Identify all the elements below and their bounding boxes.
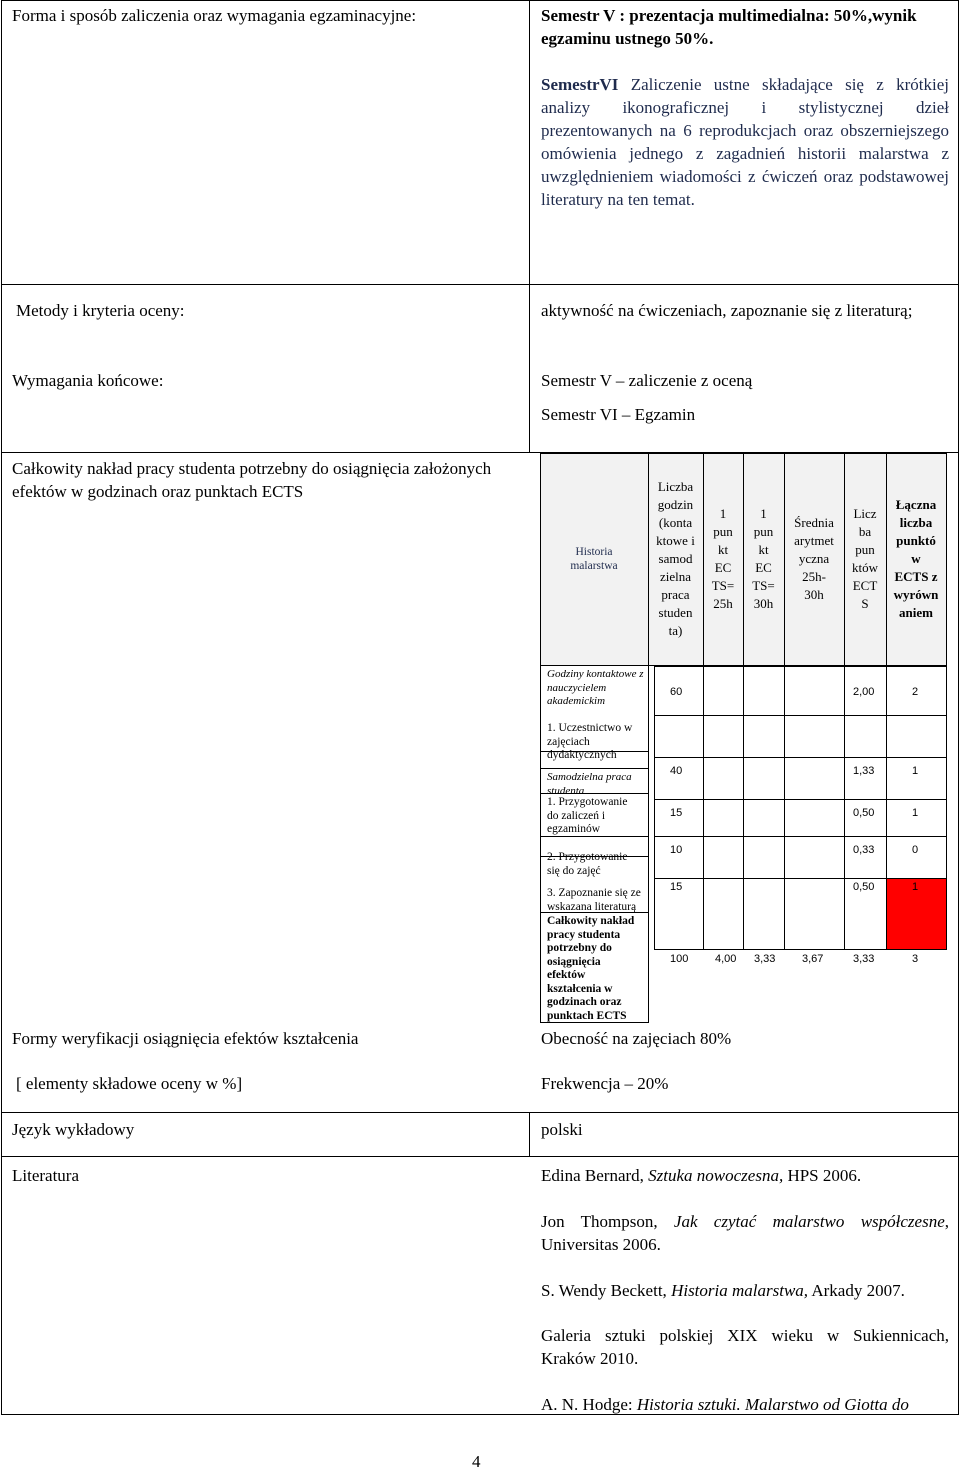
ects-header-cell — [743, 453, 784, 665]
literature-item — [541, 1324, 949, 1370]
ects-header-vline — [946, 453, 947, 665]
ects-value-vline — [784, 666, 785, 949]
ects-row-label-line: 2. Przygotowanie — [547, 851, 628, 863]
ects-header-vline — [648, 453, 649, 665]
ects-value: 0,50 — [853, 881, 875, 893]
ects-row-label-line: efektów — [547, 969, 586, 981]
ects-header-line: samod — [658, 551, 693, 566]
literature-publisher: HPS 2006. — [783, 1166, 862, 1185]
ects-row-label — [547, 771, 647, 798]
ects-row-label-line: 3. Zapoznanie się ze — [547, 887, 641, 899]
ects-row-label — [547, 722, 647, 763]
ects-value: 0,33 — [853, 844, 875, 856]
ects-header-line: praca — [661, 587, 690, 602]
grade-components-label: [ elementy składowe oceny w %] — [16, 1074, 243, 1093]
literature-author: Jon Thompson, — [541, 1212, 674, 1231]
ects-header-line: wyrówn — [893, 587, 939, 602]
ects-table — [540, 453, 948, 1023]
exam-requirements-label: Forma i sposób zaliczenia oraz wymagania egzaminacyjne: — [12, 6, 417, 25]
ects-header-line: któw — [852, 560, 878, 575]
ects-header-line: w — [911, 551, 921, 566]
ects-header-cell — [844, 453, 886, 665]
ects-row-label-line: akademickim — [547, 695, 606, 707]
ects-header-vline — [886, 453, 887, 665]
literature-author: Edina Bernard, — [541, 1166, 649, 1185]
ects-value: 10 — [670, 844, 683, 856]
ects-header-cell — [784, 453, 844, 665]
ects-value: 100 — [670, 953, 689, 965]
ects-header-line: ta) — [668, 623, 683, 638]
ects-row-label-line: kształcenia w — [547, 982, 613, 995]
ects-value-row-line — [654, 799, 947, 800]
ects-value: 1 — [912, 807, 919, 819]
literature-author: Galeria sztuki polskiej XIX wieku w Sukiennicach, Kraków 2010. — [541, 1326, 949, 1368]
ects-row-label-line: Godziny kontaktowe z — [547, 668, 644, 680]
ects-label-row-line — [540, 768, 649, 769]
ects-row-label-line: dydaktycznych — [547, 749, 617, 761]
methods-value: aktywność na ćwiczeniach, zapoznanie się z literaturą; — [541, 301, 913, 320]
ects-header-line: pun — [855, 542, 875, 557]
ects-header-line: 1 — [719, 506, 727, 521]
ects-row-label-line: studenta — [547, 784, 585, 797]
ects-header-line: 30h — [753, 596, 774, 611]
ects-row-label — [547, 668, 647, 709]
ects-header-line: Średnia — [794, 515, 834, 530]
ects-header-line: kt — [758, 542, 769, 557]
ects-value-vline — [743, 666, 744, 949]
ects-value: 3,67 — [802, 953, 824, 965]
ects-value-row-line — [654, 757, 947, 758]
ects-header-line: S — [861, 596, 869, 611]
literature-publisher: Arkady 2007. — [808, 1281, 905, 1300]
ects-row-label-line: do zaliczeń i — [547, 809, 606, 822]
ects-header-text — [743, 505, 784, 613]
ects-value: 15 — [670, 881, 683, 893]
ects-header-line: arytmet — [794, 533, 834, 548]
ects-row-label-line: osiągnięcia — [547, 955, 601, 968]
ects-row-label-line: Samodzielna praca — [547, 771, 632, 783]
semester-vi-requirements — [541, 73, 949, 211]
ects-header-line: aniem — [899, 605, 933, 620]
ects-row-label-line: egzaminów — [547, 823, 601, 835]
ects-header-line: ktowe i — [656, 533, 695, 548]
ects-top-border — [540, 453, 947, 454]
ects-value: 3,33 — [853, 953, 875, 965]
ects-header-cell — [886, 453, 946, 665]
language-label: Język wykładowy — [12, 1120, 135, 1139]
literature-title: Historia sztuki. Malarstwo od Giotta do — [636, 1395, 909, 1414]
literature-item — [541, 1210, 949, 1256]
ects-value: 15 — [670, 807, 683, 819]
ects-value: 3,33 — [754, 953, 776, 965]
ects-header-line: EC — [755, 560, 772, 575]
ects-header-line: Licz — [853, 506, 877, 521]
ects-label-right-border — [648, 665, 649, 1023]
literature-item — [541, 1164, 949, 1187]
ects-value: 0 — [912, 844, 919, 856]
ects-header-line: liczba — [899, 515, 933, 530]
ects-value: 0,50 — [853, 807, 875, 819]
ects-row-label-line: zajęciach — [547, 735, 590, 748]
semester-vi-text: Zaliczenie ustne składające się z krótkiej analizy ikonograficznej i stylistycznej dzieł prezentowanych na 6 reprodukcjach oraz obszerniejszego omówienia jednego z zagadnień historii malarstwa z uwzględnieniem wiadomości z ćwiczeń oraz podstawowej literatury na ten temat. — [541, 75, 949, 209]
ects-header-text — [784, 514, 844, 604]
ects-value-bottom — [654, 949, 947, 950]
ects-value-vline — [654, 666, 655, 949]
ects-header-text — [886, 496, 946, 622]
ects-value-vline — [844, 666, 845, 949]
literature-title: Sztuka nowoczesna, — [648, 1166, 784, 1185]
literature-item — [541, 1393, 949, 1415]
ects-row-label-line: 1. Uczestnictwo w — [547, 722, 633, 734]
literature-publisher: , Universitas 2006. — [541, 1212, 949, 1254]
language-value: polski — [541, 1120, 583, 1139]
ects-value: 3 — [912, 953, 919, 965]
ects-header-line: 1 — [760, 506, 767, 521]
verification-attendance: Obecność na zajęciach 80% — [541, 1029, 732, 1048]
literature-title: Historia malarstwa, — [671, 1281, 809, 1300]
ects-header-vline — [703, 453, 704, 665]
ects-header-line: godzin — [657, 497, 694, 512]
ects-header-line: 25h- — [802, 569, 826, 584]
ects-row-label-line: Całkowity nakład — [547, 915, 635, 927]
workload-label: Całkowity nakład pracy studenta potrzebny do osiągnięcia założonych efektów w godzinach oraz punktach ECTS — [12, 459, 492, 501]
ects-row-label — [547, 851, 647, 878]
grade-components-value: Frekwencja – 20% — [541, 1074, 669, 1093]
ects-value: 40 — [670, 765, 683, 777]
methods-label: Metody i kryteria oceny: — [16, 301, 185, 320]
ects-value: 1 — [912, 881, 919, 893]
ects-row-label-line: potrzebny do — [547, 942, 612, 954]
semester-v-requirements: Semestr V : prezentacja multimedialna: 50%,wynik egzaminu ustnego 50%. — [541, 6, 917, 48]
ects-value: 1 — [912, 765, 919, 777]
ects-header-line: EC — [714, 560, 732, 575]
ects-row-label-line: godzinach oraz — [547, 996, 622, 1008]
ects-header-line: yczna — [798, 551, 830, 566]
ects-value-row-line — [654, 836, 947, 837]
ects-value: 2,00 — [853, 686, 875, 698]
ects-header-line: kt — [717, 542, 729, 557]
ects-value-vline — [703, 666, 704, 949]
subject-cell — [540, 453, 648, 665]
ects-value: 2 — [912, 686, 919, 698]
ects-value: 4,00 — [715, 953, 737, 965]
ects-row-label — [547, 796, 647, 837]
ects-header-line: zielna — [659, 569, 692, 584]
verification-label: Formy weryfikacji osiągnięcia efektów kształcenia — [12, 1029, 359, 1048]
ects-header-text — [703, 505, 743, 613]
final-requirements-vi: Semestr VI – Egzamin — [541, 405, 696, 424]
ects-header-text — [844, 505, 886, 613]
ects-header-line: punktó — [896, 533, 936, 548]
ects-header-vline — [743, 453, 744, 665]
ects-header-line: TS= — [752, 578, 775, 593]
ects-header-line: Łączna — [895, 497, 937, 512]
ects-value: 1,33 — [853, 765, 875, 777]
literature-item — [541, 1279, 949, 1302]
ects-header-cell — [648, 453, 703, 665]
ects-header-line: Liczba — [657, 479, 694, 494]
final-requirements-v: Semestr V – zaliczenie z oceną — [541, 371, 753, 390]
ects-header-line: 25h — [713, 596, 733, 611]
ects-row-label-line: pracy studenta — [547, 928, 621, 941]
ects-header-vline — [844, 453, 845, 665]
ects-header-vline — [540, 453, 541, 665]
ects-header-line: ECTS z — [894, 569, 938, 584]
final-requirements-label: Wymagania końcowe: — [12, 371, 164, 390]
ects-header-line: (konta — [658, 515, 693, 530]
ects-row-label — [547, 887, 647, 914]
ects-header-text — [648, 478, 703, 640]
ects-value-vline — [946, 666, 947, 949]
ects-row-label-line: wskazana literaturą — [547, 900, 637, 913]
ects-row-label-line: się do zajęć — [547, 864, 601, 877]
ects-value-row-line — [654, 715, 947, 716]
ects-row-label-line: 1. Przygotowanie — [547, 796, 628, 808]
ects-value: 60 — [670, 686, 683, 698]
ects-header-cell — [703, 453, 743, 665]
ects-value-row-line — [654, 666, 947, 667]
ects-row-label-line: punktach ECTS — [547, 1009, 627, 1022]
literature-author: A. N. Hodge: — [541, 1395, 637, 1414]
ects-header-line: studen — [658, 605, 693, 620]
ects-header-line: pun — [753, 524, 774, 539]
page-number: 4 — [472, 1452, 481, 1471]
ects-header-vline — [784, 453, 785, 665]
ects-header-line: 30h — [804, 587, 824, 602]
semester-vi-label: SemestrVI — [541, 75, 619, 94]
literature-label: Literatura — [12, 1166, 80, 1185]
literature-author: S. Wendy Beckett, — [541, 1281, 672, 1300]
ects-label-left-border — [540, 665, 541, 1023]
ects-header-line: pun — [713, 524, 733, 539]
subject-name: Historia malarstwa — [570, 546, 618, 572]
ects-header-line: ba — [858, 524, 872, 539]
ects-header-line: ECT — [852, 578, 878, 593]
ects-row-label — [547, 915, 647, 1023]
ects-header-line: TS= — [711, 578, 735, 593]
literature-title: Jak czytać malarstwo współczesne — [673, 1212, 945, 1231]
ects-row-label-line: nauczycielem — [547, 681, 607, 694]
